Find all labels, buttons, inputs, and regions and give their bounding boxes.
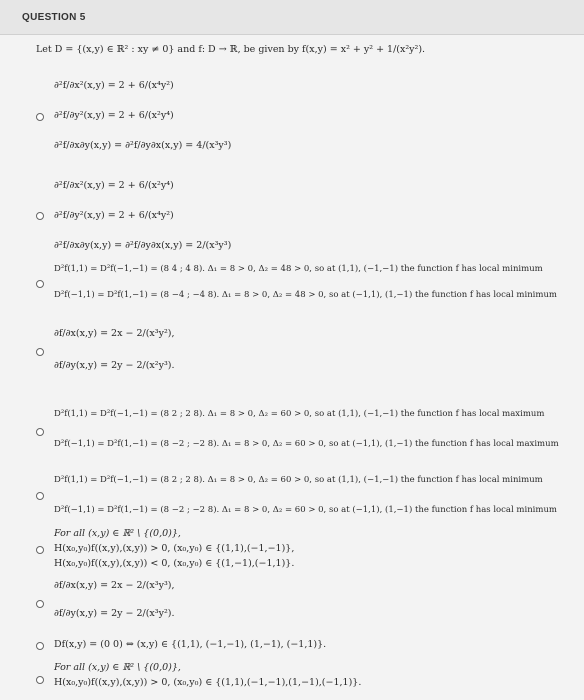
option-7-line-0: ∂f/∂x(x,y) = 2x − 2/(x³y³), [54, 580, 175, 591]
option-5-line-0: D²f(1,1) = D²f(−1,−1) = (8 2 ; 2 8). Δ₁ = 8 > 0, Δ₂ = 60 > 0, so at (1,1), (−1,−1) the function f has local minimum [54, 475, 543, 485]
option-9-line-0: For all (x,y) ∈ ℝ² \ {(0,0)}, [54, 662, 181, 673]
question-header [0, 0, 584, 35]
option-4-radio[interactable] [36, 428, 44, 436]
option-2-radio[interactable] [36, 280, 44, 288]
option-9-radio[interactable] [36, 676, 44, 684]
option-1-line-0: ∂²f/∂x²(x,y) = 2 + 6/(x²y⁴) [54, 180, 174, 191]
option-2-line-1: D²f(−1,1) = D²f(1,−1) = (8 −4 ; −4 8). Δ₁ = 8 > 0, Δ₂ = 48 > 0, so at (−1,1), (1,−1) the function f has local minimum [54, 290, 557, 300]
option-8-line-0: Df(x,y) = (0 0) ⇔ (x,y) ∈ {(1,1), (−1,−1), (1,−1), (−1,1)}. [54, 639, 327, 650]
option-6-line-0: For all (x,y) ∈ ℝ² \ {(0,0)}, [54, 528, 181, 539]
option-1-line-2: ∂²f/∂x∂y(x,y) = ∂²f/∂y∂x(x,y) = 2/(x³y³) [54, 240, 232, 251]
option-3-line-0: ∂f/∂x(x,y) = 2x − 2/(x³y²), [54, 328, 175, 339]
option-3-radio[interactable] [36, 348, 44, 356]
option-5-radio[interactable] [36, 492, 44, 500]
option-6-line-1: H(x₀,y₀)f((x,y),(x,y)) > 0, (x₀,y₀) ∈ {(1,1),(−1,−1)}, [54, 543, 295, 554]
option-0-line-0: ∂²f/∂x²(x,y) = 2 + 6/(x⁴y²) [54, 80, 174, 91]
option-0-line-2: ∂²f/∂x∂y(x,y) = ∂²f/∂y∂x(x,y) = 4/(x³y³) [54, 140, 232, 151]
option-0-line-1: ∂²f/∂y²(x,y) = 2 + 6/(x²y⁴) [54, 110, 174, 121]
option-6-radio[interactable] [36, 546, 44, 554]
option-1-radio[interactable] [36, 212, 44, 220]
question-title: QUESTION 5 [22, 12, 86, 23]
option-7-line-1: ∂f/∂y(x,y) = 2y − 2/(x³y²). [54, 608, 175, 619]
question-prompt: Let D = {(x,y) ∈ ℝ² : xy ≠ 0} and f: D → ℝ, be given by f(x,y) = x² + y² + 1/(x²y²). [36, 44, 426, 55]
option-1-line-1: ∂²f/∂y²(x,y) = 2 + 6/(x⁴y²) [54, 210, 174, 221]
option-4-line-1: D²f(−1,1) = D²f(1,−1) = (8 −2 ; −2 8). Δ₁ = 8 > 0, Δ₂ = 60 > 0, so at (−1,1), (1,−1) the function f has local maximum [54, 439, 559, 449]
option-4-line-0: D²f(1,1) = D²f(−1,−1) = (8 2 ; 2 8). Δ₁ = 8 > 0, Δ₂ = 60 > 0, so at (1,1), (−1,−1) the function f has local maximum [54, 409, 545, 419]
option-6-line-2: H(x₀,y₀)f((x,y),(x,y)) < 0, (x₀,y₀) ∈ {(1,−1),(−1,1)}. [54, 558, 295, 569]
option-8-radio[interactable] [36, 642, 44, 650]
option-3-line-1: ∂f/∂y(x,y) = 2y − 2/(x²y³). [54, 360, 175, 371]
option-7-radio[interactable] [36, 600, 44, 608]
option-2-line-0: D²f(1,1) = D²f(−1,−1) = (8 4 ; 4 8). Δ₁ = 8 > 0, Δ₂ = 48 > 0, so at (1,1), (−1,−1) the function f has local minimum [54, 264, 543, 274]
option-9-line-1: H(x₀,y₀)f((x,y),(x,y)) > 0, (x₀,y₀) ∈ {(1,1),(−1,−1),(1,−1),(−1,1)}. [54, 677, 362, 688]
option-5-line-1: D²f(−1,1) = D²f(1,−1) = (8 −2 ; −2 8). Δ₁ = 8 > 0, Δ₂ = 60 > 0, so at (−1,1), (1,−1) the function f has local minimum [54, 505, 557, 515]
option-0-radio[interactable] [36, 113, 44, 121]
